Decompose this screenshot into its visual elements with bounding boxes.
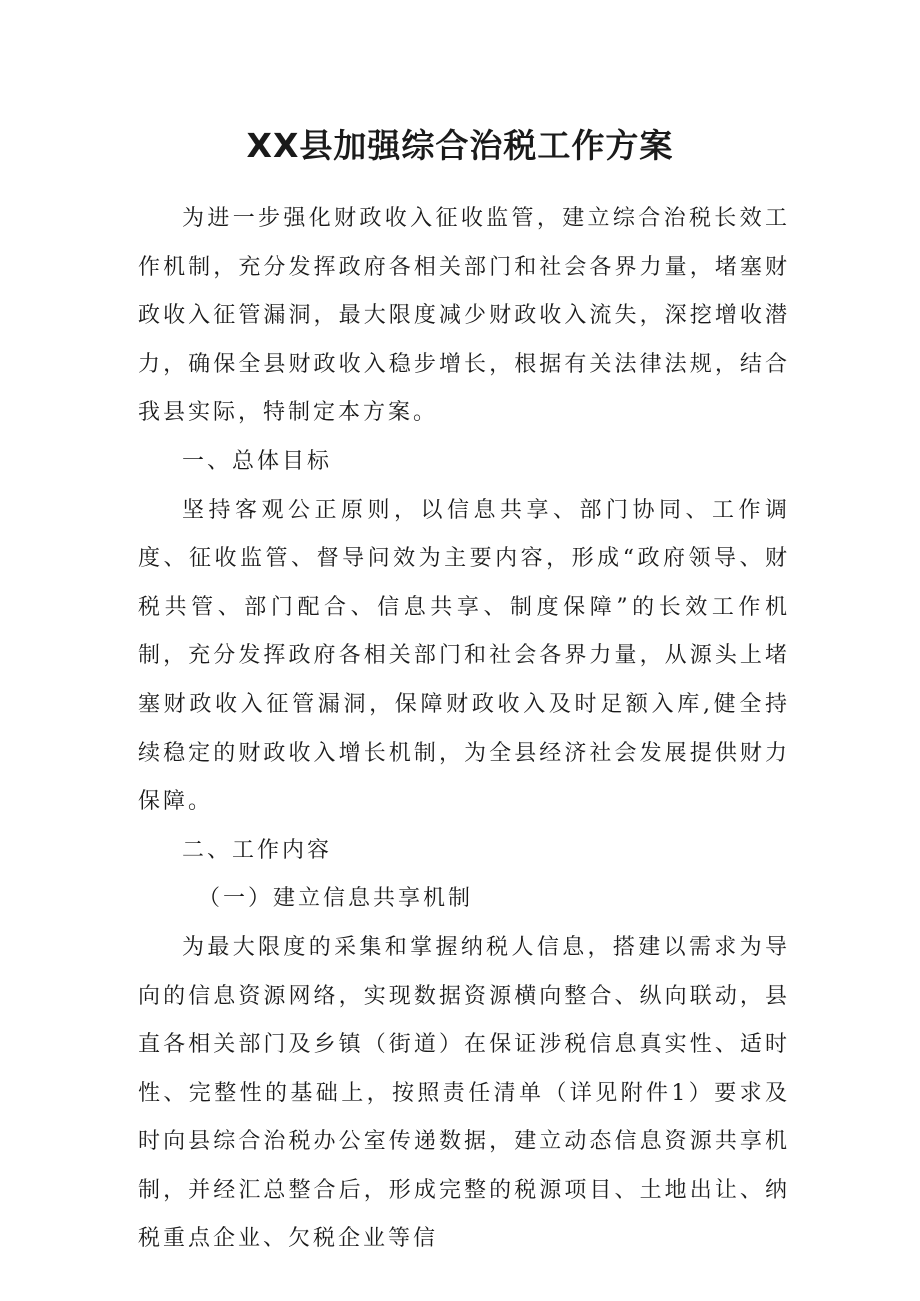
document-title: XX县加强综合治税工作方案 (246, 126, 674, 165)
subsection-1-heading: （一）建立信息共享机制 (198, 886, 474, 912)
document-body (138, 195, 790, 1264)
section-1-paragraph: 坚持客观公正原则，以信息共享、部门协同、工作调度、征收监管、督导问效为主要内容，形成“政府领导、财税共管、部门配合、信息共享、制度保障”的长效工作机制，充分发挥政府各相关部门和社会各界力量，从源头上堵塞财政收入征管漏洞，保障财政收入及时足额入库,健全持续稳定的财政收入增长机制，为全县经济社会发展提供财力保障。 (138, 497, 790, 815)
section-2-heading: 二、工作内容 (182, 837, 333, 863)
subsection-1-paragraph: 为最大限度的采集和掌握纳税人信息，搭建以需求为导向的信息资源网络，实现数据资源横向整合、纵向联动，县直各相关部门及乡镇（街道）在保证涉税信息真实性、适时性、完整性的基础上，按照责任清单（详见附件1）要求及时向县综合治税办公室传递数据，建立动态信息资源共享机制，并经汇总整合后，形成完整的税源项目、土地出让、纳税重点企业、欠税企业等信 (138, 934, 790, 1252)
intro-paragraph: 为进一步强化财政收入征收监管，建立综合治税长效工作机制，充分发挥政府各相关部门和社会各界力量，堵塞财政收入征管漏洞，最大限度减少财政收入流失，深挖增收潜力，确保全县财政收入稳步增长，根据有关法律法规，结合我县实际，特制定本方案。 (138, 206, 790, 426)
section-1-heading: 一、总体目标 (182, 448, 333, 474)
